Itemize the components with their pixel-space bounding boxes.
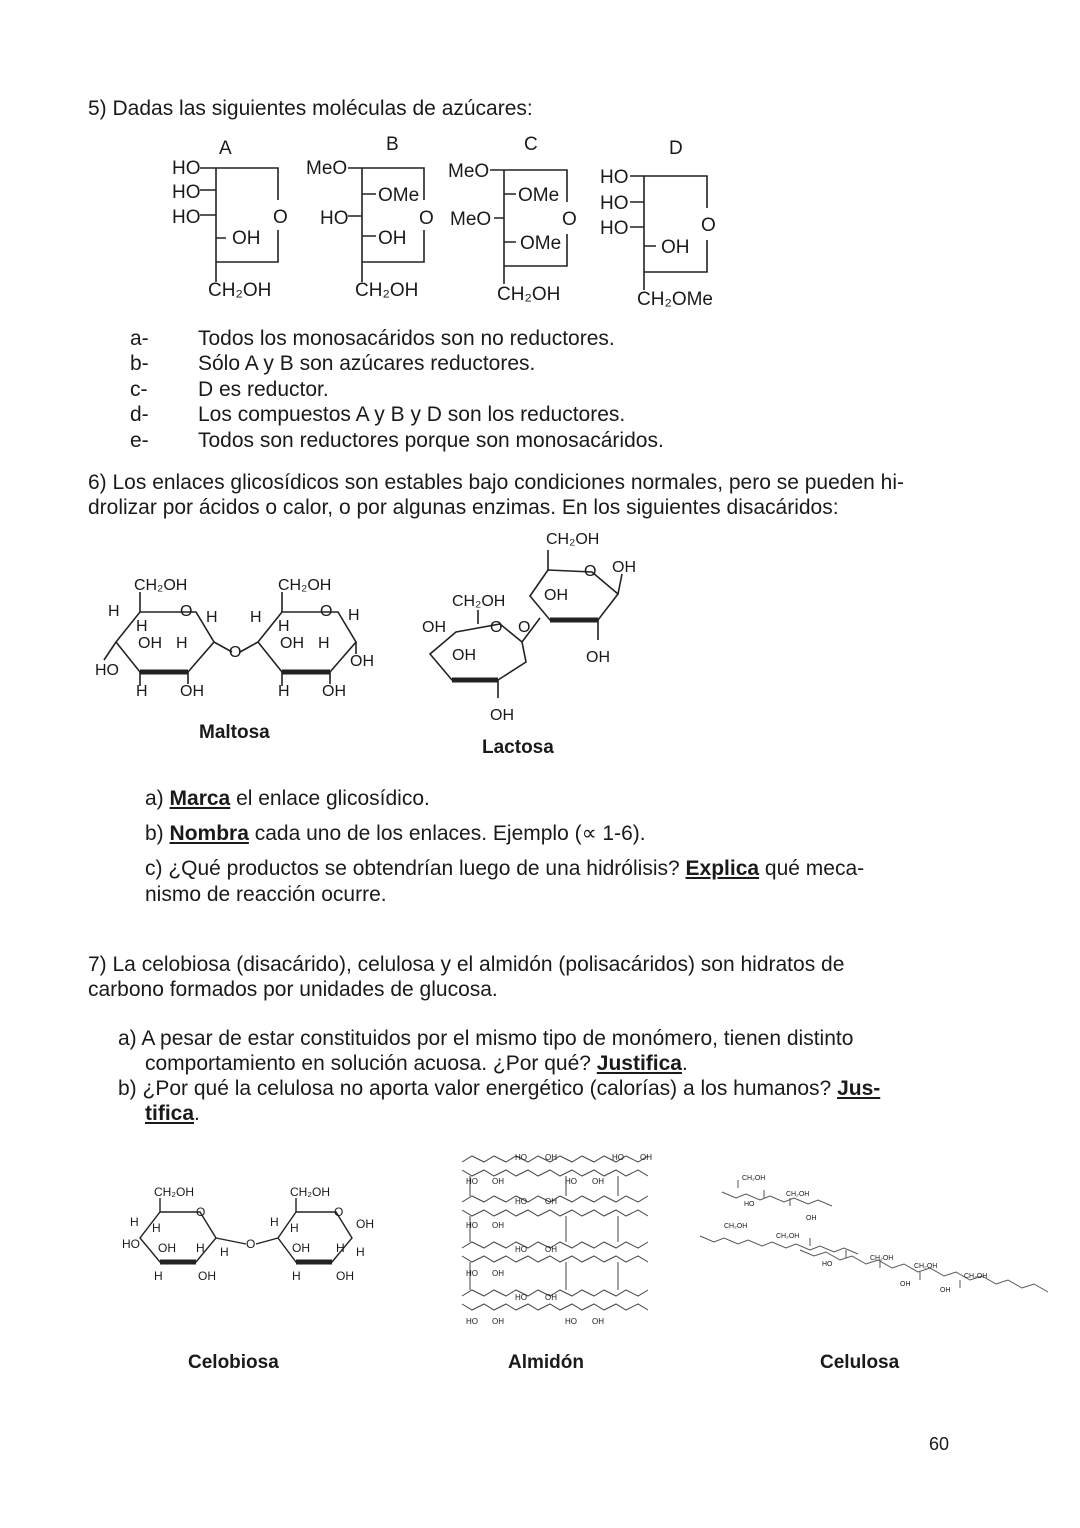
q6-line1: 6) Los enlaces glicosídicos son estables bajo condiciones normales, pero se pueden hi- [88, 471, 904, 494]
svg-text:HO: HO [515, 1153, 527, 1162]
svg-text:HO: HO [466, 1221, 478, 1230]
svg-text:OH: OH [336, 1269, 354, 1283]
option-b-text: Sólo A y B son azúcares reductores. [198, 352, 536, 375]
svg-text:OH: OH [586, 649, 610, 666]
svg-text:H: H [152, 1221, 161, 1235]
svg-text:H: H [348, 607, 360, 624]
maltosa-labels [95, 577, 374, 700]
justifica-keyword-part1: Jus- [837, 1077, 881, 1100]
q5-title: 5) Dadas las siguientes moléculas de azúcares: [88, 97, 533, 120]
mol-b-ring-o: O [419, 208, 434, 229]
mol-a-r2: HO [172, 182, 201, 203]
svg-text:O: O [246, 1237, 256, 1251]
svg-text:HO: HO [515, 1245, 527, 1254]
mol-d-r1: HO [600, 167, 629, 188]
q7-line2: carbono formados por unidades de glucosa. [88, 978, 498, 1001]
mol-c-label: C [524, 134, 538, 155]
mol-c-r3: MeO [450, 209, 492, 230]
q7-item-a-line2: comportamiento en solución acuosa. ¿Por qué? Justifica. [145, 1052, 688, 1075]
svg-text:OH: OH [492, 1269, 504, 1278]
svg-text:H: H [290, 1221, 299, 1235]
svg-text:OH: OH [490, 707, 514, 724]
mol-d-label: D [669, 138, 683, 159]
svg-text:OH: OH [350, 653, 374, 670]
option-e-letter: e- [130, 429, 149, 452]
svg-text:H: H [278, 683, 290, 700]
almidon-labels [466, 1153, 652, 1326]
mol-d-ring-o: O [701, 215, 716, 236]
svg-text:H: H [196, 1241, 205, 1255]
svg-text:HO: HO [515, 1197, 527, 1206]
svg-text:OH: OH [612, 559, 636, 576]
svg-text:H: H [270, 1215, 279, 1229]
svg-text:OH: OH [640, 1153, 652, 1162]
svg-text:OH: OH [940, 1287, 951, 1294]
option-a-text: Todos los monosacáridos son no reductores. [198, 327, 615, 350]
svg-text:OH: OH [322, 683, 346, 700]
svg-text:OH: OH [492, 1177, 504, 1186]
option-a-letter: a- [130, 327, 149, 350]
svg-text:CH₂OH: CH₂OH [964, 1273, 988, 1280]
nombra-keyword: Nombra [169, 822, 249, 845]
svg-text:CH₂OH: CH₂OH [870, 1255, 894, 1262]
disaccharides-figure [0, 520, 1080, 770]
svg-text:H: H [250, 609, 262, 626]
svg-text:OH: OH [356, 1217, 374, 1231]
explica-keyword: Explica [685, 857, 760, 880]
svg-text:H: H [206, 609, 218, 626]
mol-c-r4: OMe [520, 233, 562, 254]
svg-text:OH: OH [806, 1215, 817, 1222]
svg-text:CH₂OH: CH₂OH [742, 1175, 766, 1182]
svg-text:O: O [229, 644, 242, 661]
molecule-d [600, 138, 716, 310]
svg-text:CH₂OH: CH₂OH [154, 1185, 194, 1199]
mol-b-r2: OMe [378, 185, 420, 206]
svg-text:H: H [318, 635, 330, 652]
svg-text:OH: OH [545, 1153, 557, 1162]
mol-a-label: A [219, 138, 232, 159]
molecule-c [448, 134, 577, 305]
lactosa-labels [422, 531, 636, 724]
svg-text:HO: HO [565, 1177, 577, 1186]
svg-text:O: O [180, 603, 193, 620]
svg-text:OH: OH [592, 1177, 604, 1186]
svg-text:HO: HO [95, 662, 119, 679]
q6-line2: drolizar por ácidos o calor, o por algunas enzimas. En los siguientes disacáridos: [88, 496, 839, 519]
svg-text:HO: HO [466, 1177, 478, 1186]
svg-text:H: H [176, 635, 188, 652]
svg-text:OH: OH [280, 635, 304, 652]
svg-text:CH₂OH: CH₂OH [278, 577, 332, 594]
mol-c-bottom: CH₂OH [497, 284, 561, 305]
svg-text:HO: HO [466, 1317, 478, 1326]
svg-text:OH: OH [592, 1317, 604, 1326]
option-c-letter: c- [130, 378, 148, 401]
justifica-keyword: Justifica [596, 1052, 682, 1075]
svg-text:H: H [136, 683, 148, 700]
q5-molecules [0, 130, 1080, 320]
svg-text:CH₂OH: CH₂OH [724, 1223, 748, 1230]
option-e-text: Todos son reductores porque son monosacáridos. [198, 429, 664, 452]
svg-text:OH: OH [545, 1197, 557, 1206]
justifica-keyword-part2: tifica [145, 1102, 195, 1125]
svg-text:H: H [108, 603, 120, 620]
mol-c-r1: MeO [448, 161, 490, 182]
svg-text:CH₂OH: CH₂OH [914, 1263, 938, 1270]
svg-text:OH: OH [158, 1241, 176, 1255]
svg-text:OH: OH [900, 1281, 911, 1288]
q6-item-c-line1: c) ¿Qué productos se obtendrían luego de una hidrólisis? Explica qué meca- [145, 857, 865, 880]
mol-c-r2: OMe [518, 185, 560, 206]
q6-item-a: a) Marca el enlace glicosídico. [145, 787, 430, 810]
option-b-letter: b- [130, 352, 149, 375]
celulosa-caption: Celulosa [820, 1352, 900, 1373]
page-number: 60 [929, 1434, 950, 1454]
mol-c-ring-o: O [562, 209, 577, 230]
mol-b-r3: HO [320, 208, 349, 229]
svg-text:H: H [154, 1269, 163, 1283]
polysaccharides-figure [0, 1140, 1080, 1390]
lactosa-caption: Lactosa [482, 737, 554, 758]
mol-b-r1: MeO [306, 158, 348, 179]
svg-text:HO: HO [612, 1153, 624, 1162]
almidon-structure [462, 1156, 648, 1310]
svg-text:HO: HO [515, 1293, 527, 1302]
svg-text:O: O [196, 1205, 206, 1219]
svg-text:H: H [292, 1269, 301, 1283]
celulosa-labels [724, 1175, 987, 1294]
mol-d-r2: HO [600, 193, 629, 214]
svg-text:HO: HO [744, 1201, 755, 1208]
mol-d-r4: OH [661, 237, 690, 258]
svg-text:HO: HO [822, 1261, 833, 1268]
mol-a-r1: HO [172, 158, 201, 179]
option-d-text: Los compuestos A y B y D son los reductores. [198, 403, 626, 426]
maltosa-caption: Maltosa [199, 722, 270, 743]
mol-b-r4: OH [378, 228, 407, 249]
svg-text:OH: OH [180, 683, 204, 700]
marca-keyword: Marca [169, 787, 231, 810]
svg-text:H: H [220, 1245, 229, 1259]
mol-b-label: B [386, 134, 399, 155]
molecule-b [306, 134, 434, 301]
celobiosa-caption: Celobiosa [188, 1352, 279, 1373]
option-c-text: D es reductor. [198, 378, 329, 401]
q6-item-b: b) Nombra cada uno de los enlaces. Ejemplo (∝ 1-6). [145, 822, 646, 845]
q7-item-b-line1: b) ¿Por qué la celulosa no aporta valor energético (calorías) a los humanos? Jus- [118, 1077, 881, 1100]
mol-a-bottom: CH₂OH [208, 280, 272, 301]
svg-text:HO: HO [122, 1237, 140, 1251]
q6-item-c-line2: nismo de reacción ocurre. [145, 883, 387, 906]
svg-text:CH₂OH: CH₂OH [134, 577, 188, 594]
svg-text:OH: OH [452, 647, 476, 664]
svg-text:OH: OH [422, 619, 446, 636]
svg-text:O: O [584, 563, 597, 580]
mol-a-r4: OH [232, 228, 261, 249]
option-d-letter: d- [130, 403, 149, 426]
svg-text:HO: HO [565, 1317, 577, 1326]
svg-text:OH: OH [492, 1221, 504, 1230]
svg-text:O: O [334, 1205, 344, 1219]
svg-text:H: H [356, 1245, 365, 1259]
svg-text:OH: OH [198, 1269, 216, 1283]
q7-item-b-line2: tifica. [145, 1102, 200, 1125]
svg-text:H: H [130, 1215, 139, 1229]
q7-item-a-line1: a) A pesar de estar constituidos por el mismo tipo de monómero, tienen distinto [118, 1027, 854, 1050]
mol-d-bottom: CH₂OMe [637, 289, 713, 310]
mol-d-r3: HO [600, 218, 629, 239]
mol-b-bottom: CH₂OH [355, 280, 419, 301]
mol-a-r3: HO [172, 207, 201, 228]
svg-text:OH: OH [545, 1245, 557, 1254]
svg-text:OH: OH [492, 1317, 504, 1326]
svg-text:OH: OH [138, 635, 162, 652]
svg-text:CH₂OH: CH₂OH [546, 531, 600, 548]
celulosa-structure [700, 1180, 1048, 1292]
svg-text:CH₂OH: CH₂OH [776, 1233, 800, 1240]
svg-text:CH₂OH: CH₂OH [786, 1191, 810, 1198]
svg-text:OH: OH [544, 587, 568, 604]
svg-text:CH₂OH: CH₂OH [290, 1185, 330, 1199]
almidon-caption: Almidón [508, 1352, 584, 1373]
svg-text:OH: OH [292, 1241, 310, 1255]
molecule-a [172, 138, 288, 301]
mol-a-ring-o: O [273, 207, 288, 228]
svg-text:OH: OH [545, 1293, 557, 1302]
svg-text:CH₂OH: CH₂OH [452, 593, 506, 610]
svg-text:H: H [278, 618, 290, 635]
q7-line1: 7) La celobiosa (disacárido), celulosa y el almidón (polisacáridos) son hidratos de [88, 953, 845, 976]
svg-text:H: H [136, 618, 148, 635]
svg-text:O: O [518, 619, 531, 636]
svg-text:HO: HO [466, 1269, 478, 1278]
svg-text:H: H [336, 1241, 345, 1255]
svg-text:O: O [320, 603, 333, 620]
svg-text:O: O [490, 619, 503, 636]
